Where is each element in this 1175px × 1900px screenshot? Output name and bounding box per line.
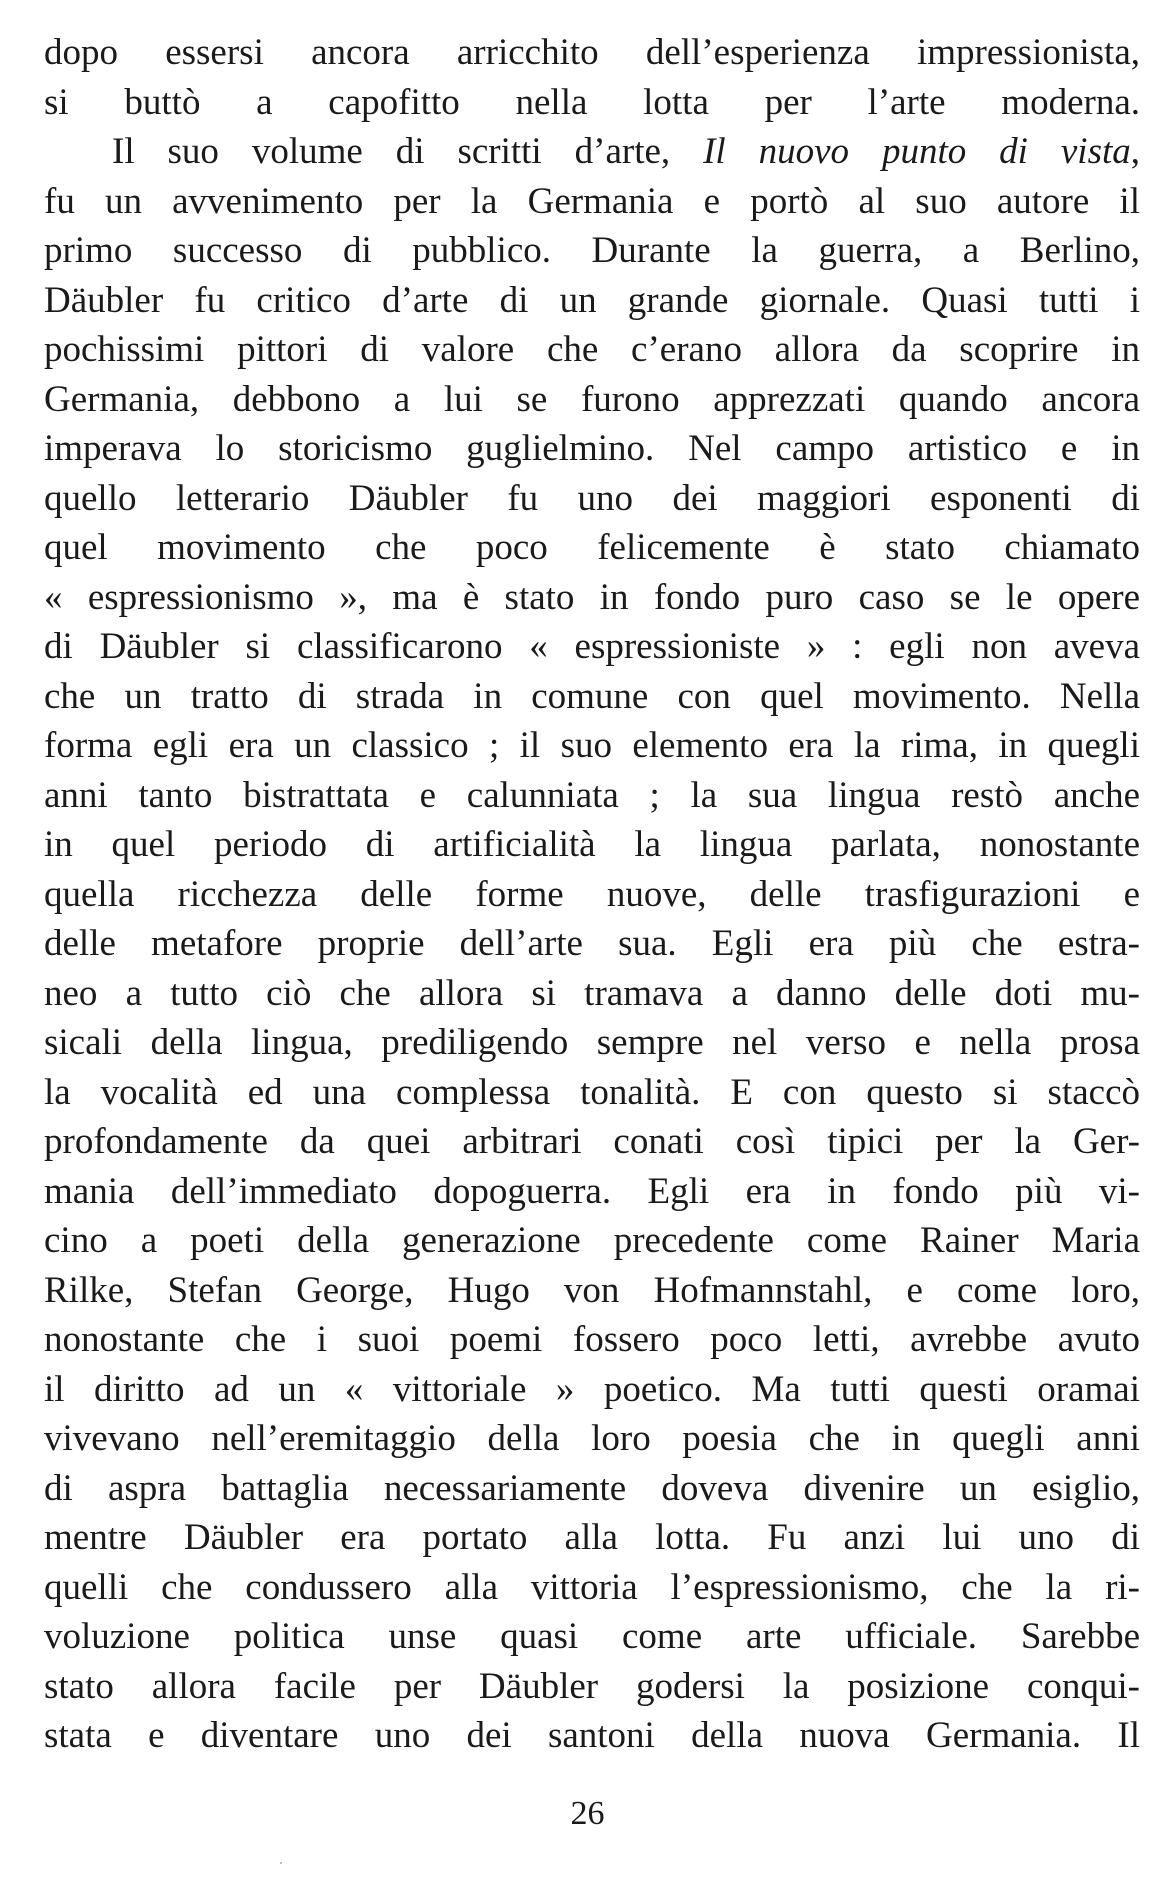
text-line: vivevano nell’eremitaggio della loro poesia che in quegli anni [44, 1418, 1140, 1459]
text-line: anni tanto bistrattata e calunniata ; la sua lingua restò anche [44, 774, 1140, 816]
text-line: Il suo volume di scritti d’arte, Il nuovo punto di vista, [112, 131, 1140, 172]
text-line: neo a tutto ciò che allora si tramava a danno delle doti mu- [44, 972, 1140, 1014]
text-line: quello letterario Däubler fu uno dei maggiori esponenti di [44, 477, 1140, 519]
text-line: che un tratto di strada in comune con quel movimento. Nella [44, 675, 1140, 717]
text-line: mentre Däubler era portato alla lotta. Fu anzi lui uno di [44, 1517, 1140, 1558]
text-line: « espressionismo », ma è stato in fondo puro caso se le opere [44, 576, 1140, 618]
book-title: Il nuovo punto di vista [703, 131, 1131, 172]
text-line: sicali della lingua, prediligendo sempre nel verso e nella prosa [44, 1022, 1140, 1063]
text-line: delle metafore proprie dell’arte sua. Egli era più che estra- [44, 923, 1140, 964]
text-line: quelli che condussero alla vittoria l’espressionismo, che la ri- [44, 1566, 1140, 1608]
text-line: nonostante che i suoi poemi fossero poco letti, avrebbe avuto [44, 1319, 1140, 1360]
text-line: stato allora facile per Däubler godersi la posizione conqui- [44, 1665, 1140, 1707]
text-line: pochissimi pittori di valore che c’erano allora da scoprire in [44, 329, 1140, 370]
text-line: Germania, debbono a lui se furono apprezzati quando ancora [44, 378, 1140, 420]
text-line: Rilke, Stefan George, Hugo von Hofmannstahl, e come loro, [44, 1269, 1140, 1311]
page-number: 26 [570, 1795, 605, 1832]
text-line: mania dell’immediato dopoguerra. Egli era in fondo più vi- [44, 1170, 1140, 1212]
text-line: la vocalità ed una complessa tonalità. E con questo si staccò [44, 1071, 1140, 1113]
text-line: stata e diventare uno dei santoni della nuova Germania. Il [44, 1715, 1140, 1756]
text-line: voluzione politica unse quasi come arte ufficiale. Sarebbe [44, 1616, 1140, 1657]
body-text [44, 28, 1140, 1761]
text-line: dopo essersi ancora arricchito dell’esperienza impressionista, [44, 32, 1140, 73]
text-line: il diritto ad un « vittoriale » poetico. Ma tutti questi oramai [44, 1368, 1140, 1410]
text-line: forma egli era un classico ; il suo elemento era la rima, in quegli [44, 725, 1140, 766]
text-line: imperava lo storicismo guglielmino. Nel campo artistico e in [44, 428, 1140, 469]
text-line: cino a poeti della generazione precedente come Rainer Maria [44, 1220, 1140, 1261]
text-line: quella ricchezza delle forme nuove, delle trasfigurazioni e [44, 873, 1140, 915]
text-line: fu un avvenimento per la Germania e portò al suo autore il [44, 180, 1140, 222]
text-line: di aspra battaglia necessariamente doveva divenire un esiglio, [44, 1467, 1140, 1509]
text-line: si buttò a capofitto nella lotta per l’arte moderna. [44, 81, 1140, 123]
page-speck [280, 1862, 282, 1864]
text-line: in quel periodo di artificialità la lingua parlata, nonostante [44, 824, 1140, 865]
text-line: quel movimento che poco felicemente è stato chiamato [44, 527, 1140, 568]
text-line: di Däubler si classificarono « espressioniste » : egli non aveva [44, 626, 1140, 667]
text-line: primo successo di pubblico. Durante la guerra, a Berlino, [44, 230, 1140, 271]
text-line: Däubler fu critico d’arte di un grande giornale. Quasi tutti i [44, 279, 1140, 321]
text-line: profondamente da quei arbitrari conati così tipici per la Ger- [44, 1121, 1140, 1162]
